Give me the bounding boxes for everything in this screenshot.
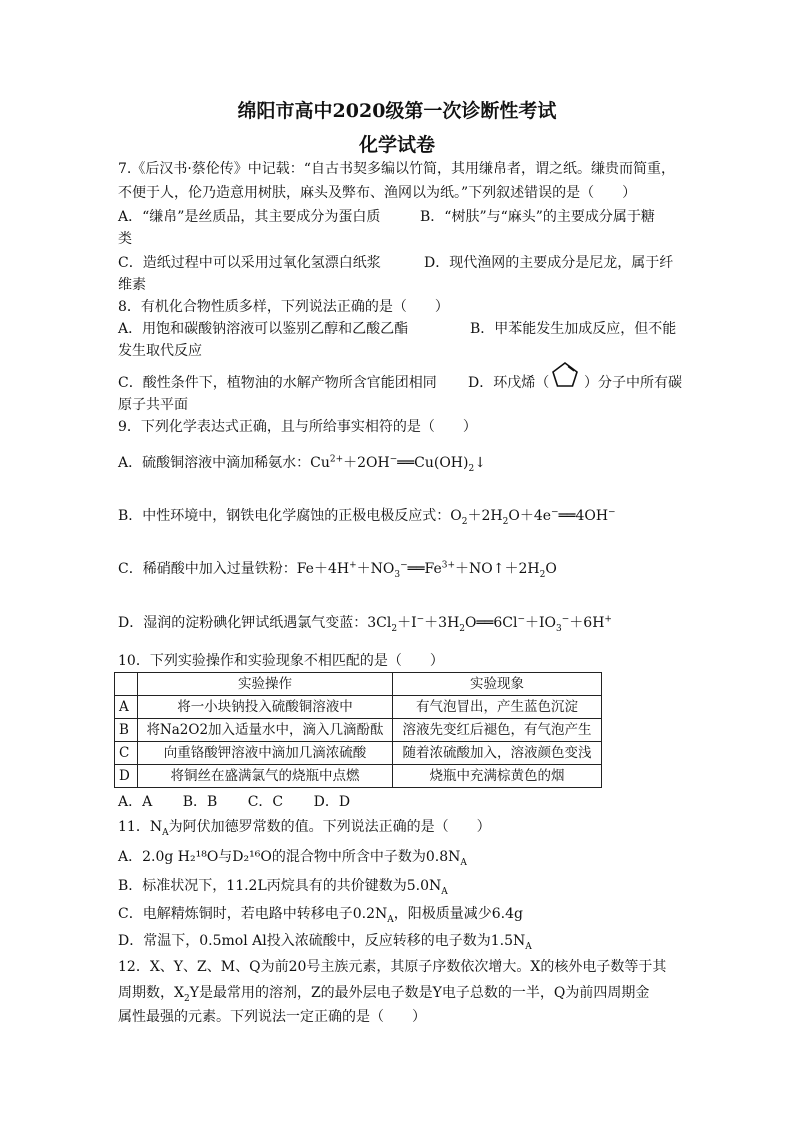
q11-option-c-text: C．电解精炼铜时，若电路中转移电子0.2N xyxy=(118,906,388,922)
q7-option-c: C．造纸过程中可以采用过氧化氢漂白纸浆 xyxy=(118,255,381,271)
q8-option-b: B．甲苯能发生加成反应，但不能 xyxy=(470,321,677,337)
q8-option-a: A．用饱和碳酸钠溶液可以鉴别乙醇和乙酸乙酯 xyxy=(118,321,409,337)
q9-option-b-equation: $O_2+2H_2O+4e^-══4OH^-$ xyxy=(450,507,616,527)
q10-answer-d: D．D xyxy=(313,794,351,810)
q11-option-d: D．常温下，0.5mol Al投入浓硫酸中，反应转移的电子数为$1.5N_A$ xyxy=(118,933,532,952)
q11-option-b-text: B．标准状况下，11.2L丙烷具有的共价键数为5.0N xyxy=(118,878,442,894)
q9-option-d xyxy=(118,612,612,634)
q11-stem-text: 为阿伏加德罗常数的值。下列说法正确的是（ ） xyxy=(168,819,491,835)
q10-answer-a: A．A xyxy=(118,794,153,810)
table-row xyxy=(115,719,602,742)
table-row xyxy=(115,742,602,765)
q12-line2: 周期数，$X_2Y$是最常用的溶剂，Z的最外层电子数是Y电子总数的一半，Q为前四周期金 xyxy=(118,985,650,1004)
q9-option-c xyxy=(118,558,557,580)
q7-option-d: D．现代渔网的主要成分是尼龙，属于纤 xyxy=(424,255,674,271)
q11-option-c: C．电解精炼铜时，若电路中转移电子$0.2N_A$，阳极质量减少6.4g xyxy=(118,906,523,925)
table-cell: 随着浓硫酸加入，溶液颜色变浅 xyxy=(393,742,602,765)
table-cell: A xyxy=(115,696,138,719)
table-row xyxy=(115,696,602,719)
table-header-row xyxy=(115,673,602,696)
q10-answer-b: B．B xyxy=(182,794,218,810)
q11-number: 11． xyxy=(118,819,150,835)
table-cell: 将铜丝在盛满氯气的烧瓶中点燃 xyxy=(138,765,393,788)
cyclopentene-structure-icon xyxy=(550,360,580,390)
q11-option-a: A．2.0g H₂¹⁸O与D₂¹⁶O的混合物中所含中子数为$0.8N_A$ xyxy=(118,849,467,868)
q9-option-a xyxy=(118,452,486,474)
table-cell: 溶液先变红后褪色，有气泡产生 xyxy=(393,719,602,742)
table-cell: C xyxy=(115,742,138,765)
q9-option-a-equation: $Cu^{2+}+2OH^-══Cu(OH)_2↓$ xyxy=(310,454,486,474)
q7-option-b-cont: 类 xyxy=(118,231,132,247)
q11-option-c-text2: ，阳极质量减少6.4g xyxy=(393,906,523,922)
q10-answer-c: C．C xyxy=(247,794,284,810)
q8-stem: 8．有机化合物性质多样，下列说法正确的是（ ） xyxy=(118,299,449,315)
table-cell: 将一小块钠投入硫酸铜溶液中 xyxy=(138,696,393,719)
q7-stem-line2: 不便于人，伦乃造意用树肤，麻头及弊布、渔网以为纸。”下列叙述错误的是（ ） xyxy=(118,185,637,201)
q8-option-d-line2: 原子共平面 xyxy=(118,397,188,413)
table-cell: 向重铬酸钾溶液中滴加几滴浓硫酸 xyxy=(138,742,393,765)
exam-subtitle: 化学试卷 xyxy=(358,134,435,156)
q12-line2-start: 周期数，X xyxy=(118,985,184,1001)
table-cell: 烧瓶中充满棕黄色的烟 xyxy=(393,765,602,788)
q9-option-b-text: B．中性环境中，钢铁电化学腐蚀的正极电极反应式： xyxy=(118,508,451,524)
q12-line2-rest: Y是最常用的溶剂，Z的最外层电子数是Y电子总数的一半，Q为前四周期金 xyxy=(189,985,650,1001)
q8-option-d-cont: ）分子中所有碳 xyxy=(584,375,682,391)
q9-option-c-text: C．稀硝酸中加入过量铁粉： xyxy=(118,561,297,577)
q11-option-b: B．标准状况下，11.2L丙烷具有的共价键数为$5.0N_A$ xyxy=(118,878,448,897)
q11-option-a-text: A．2.0g H₂¹⁸O与D₂¹⁶O的混合物中所含中子数为0.8N xyxy=(118,849,461,865)
table-header-cell: 实验现象 xyxy=(393,673,602,696)
q12-line3: 属性最强的元素。下列说法一定正确的是（ ） xyxy=(118,1009,426,1025)
q8-option-c: C．酸性条件下，植物油的水解产物所含官能团相同 xyxy=(118,375,437,391)
table-header-cell: 实验操作 xyxy=(138,673,393,696)
q9-option-d-equation: $3Cl_2+I^-+3H_2O══6Cl^-+IO_3^-+6H^+$ xyxy=(367,614,612,634)
table-cell: 将Na2O2加入适量水中，滴入几滴酚酞 xyxy=(138,719,393,742)
q7-stem-line1: 7.《后汉书·蔡伦传》中记载：“自古书契多编以竹简，其用缣帛者，谓之纸。缣贵而简重， xyxy=(118,161,675,177)
q9-stem: 9．下列化学表达式正确，且与所给事实相符的是（ ） xyxy=(118,419,477,435)
table-row xyxy=(115,765,602,788)
q10-answer-options xyxy=(118,791,376,813)
q10-stem: 10．下列实验操作和实验现象不相匹配的是（ ） xyxy=(118,653,444,669)
q12-line1: 12．X、Y、Z、M、Q为前20号主族元素，其原子序数依次增大。X的核外电子数等于其 xyxy=(118,959,667,975)
q9-option-c-equation: $Fe+4H^++NO_3^-══Fe^{3+}+NO↑+2H_2O$ xyxy=(296,560,557,580)
exam-title: 绵阳市高中2020级第一次诊断性考试 xyxy=(237,100,557,122)
q11-option-d-text: D．常温下，0.5mol Al投入浓硫酸中，反应转移的电子数为1.5N xyxy=(118,933,526,949)
table-header-cell xyxy=(115,673,138,696)
q8-option-d: D．环戊烯（ xyxy=(468,375,550,391)
experiment-table xyxy=(114,672,602,788)
table-cell: D xyxy=(115,765,138,788)
q7-option-d-cont: 维素 xyxy=(118,277,146,293)
q7-option-a: A．“缣帛”是丝质品，其主要成分为蛋白质 xyxy=(118,209,381,225)
q11-stem: 11．$N_A$为阿伏加德罗常数的值。下列说法正确的是（ ） xyxy=(118,819,491,838)
q9-option-d-text: D．湿润的淀粉碘化钾试纸遇氯气变蓝： xyxy=(118,615,368,631)
q9-option-b xyxy=(118,505,616,527)
table-cell: B xyxy=(115,719,138,742)
q7-option-b: B．“树肤”与“麻头”的主要成分属于糖 xyxy=(420,209,655,225)
table-cell: 有气泡冒出，产生蓝色沉淀 xyxy=(393,696,602,719)
q9-option-a-text: A．硫酸铜溶液中滴加稀氨水： xyxy=(118,455,311,471)
q8-option-b-cont: 发生取代反应 xyxy=(118,343,202,359)
